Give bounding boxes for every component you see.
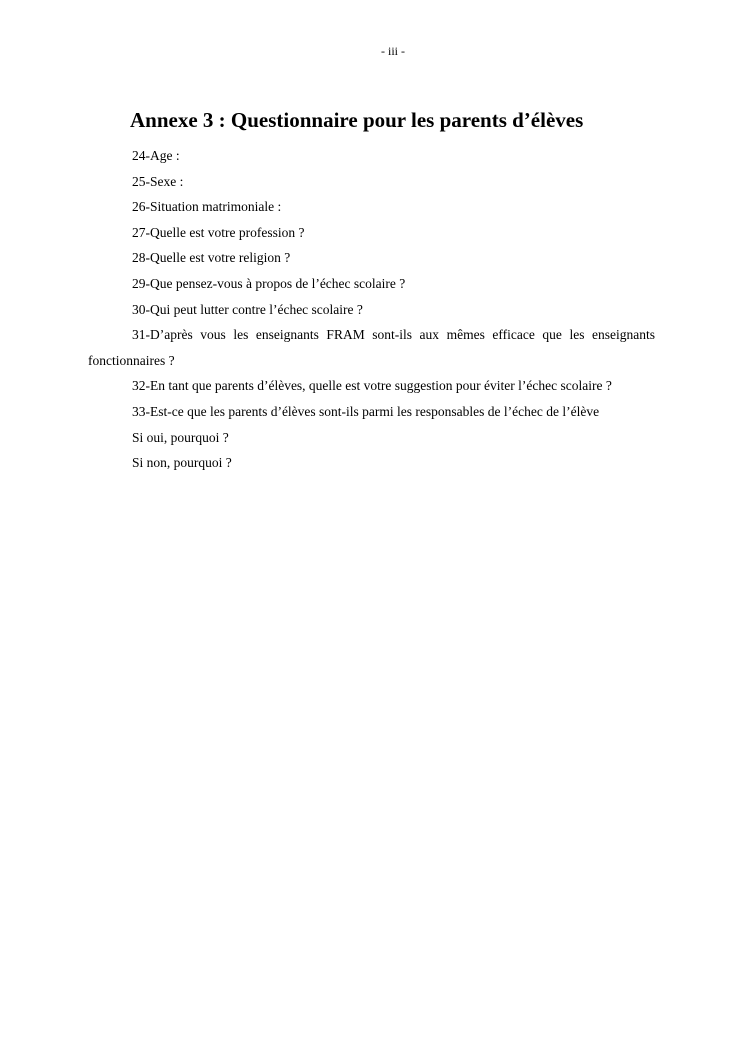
annex-title: Annexe 3 : Questionnaire pour les parents d’élèves [130,108,584,132]
questionnaire-list [88,143,655,476]
page-number: - iii - [381,44,405,58]
question-who-fights-failure: 30-Qui peut lutter contre l’échec scolaire ? [132,301,363,317]
question-opinion-school-failure: 29-Que pensez-vous à propos de l’échec scolaire ? [132,275,406,291]
question-marital-status: 26-Situation matrimoniale : [132,199,282,215]
question-profession: 27-Quelle est votre profession ? [132,224,305,240]
question-if-yes-why: Si oui, pourquoi ? [132,429,229,445]
question-age: 24-Age : [132,148,180,163]
question-if-no-why: Si non, pourquoi ? [132,455,232,471]
question-parents-suggestion: 32-En tant que parents d’élèves, quelle est votre suggestion pour éviter l’échec scolaire ? [132,378,612,394]
question-sex: 25-Sexe : [132,173,184,189]
question-religion: 28-Quelle est votre religion ? [132,250,291,266]
question-parents-responsible: 33-Est-ce que les parents d’élèves sont-ils parmi les responsables de l’échec de l’élève [132,403,600,419]
question-fram-teachers-efficacy: 31-D’après vous les enseignants FRAM sont-ils aux mêmes efficace que les enseignants fonctionnaires ? [88,327,655,368]
